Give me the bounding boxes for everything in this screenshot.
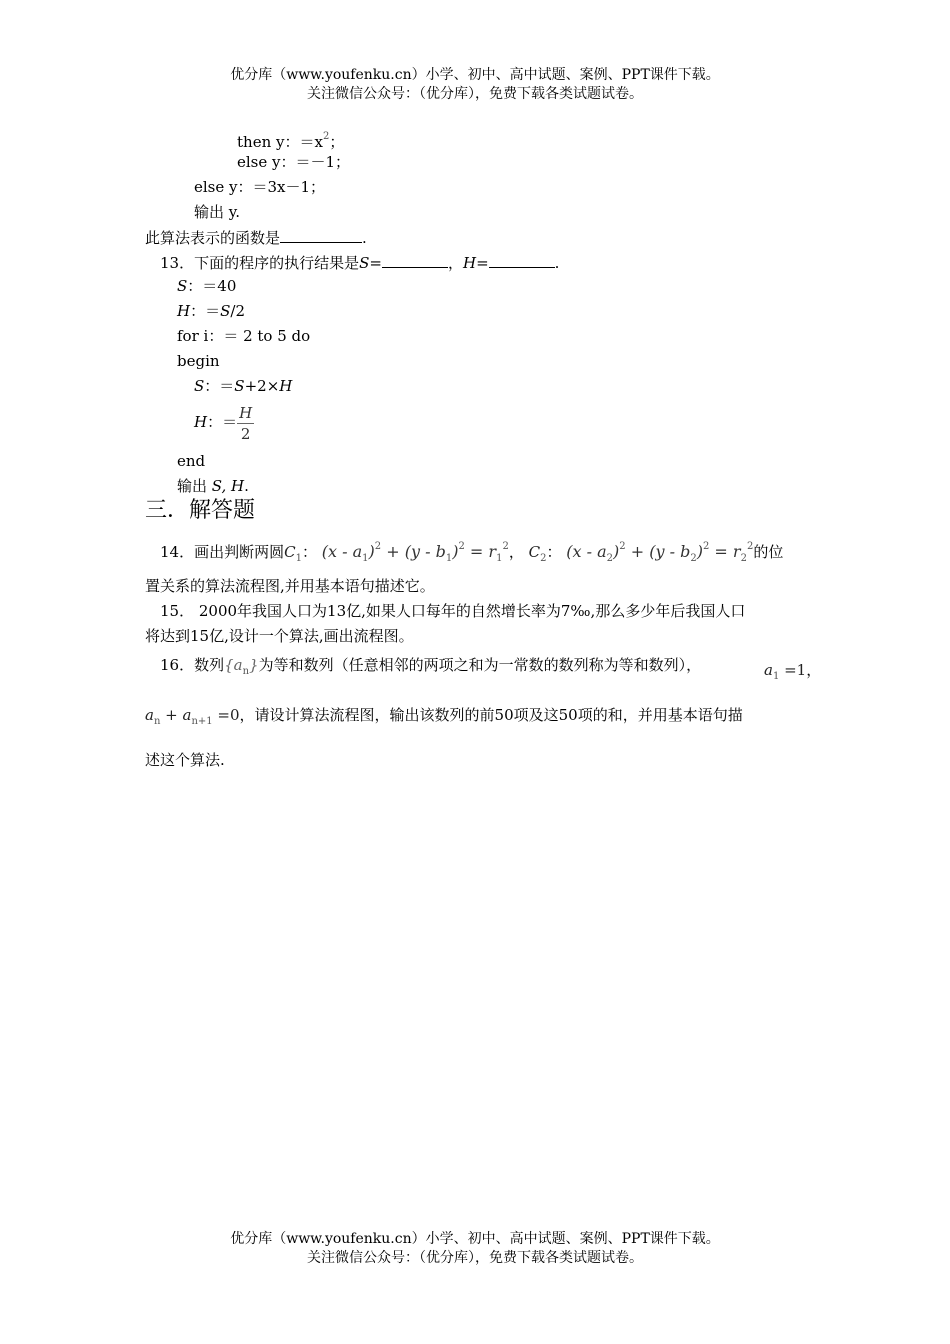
q13-code-line-8: 输出 S, H. — [177, 477, 249, 495]
q16-line-2: $a_n + a_{n+1} =0$，请设计算法流程图，输出该数列的前50项及这50项的和，并用基本语句描 — [145, 706, 743, 727]
footer-line-1: 优分库（www.youfenku.cn）小学、初中、高中试题、案例、PPT课件下载。 — [230, 1231, 720, 1247]
header-line-2: 关注微信公众号：（优分库），免费下载各类试题试卷。 — [307, 86, 643, 102]
q13-code-line-4: begin — [177, 352, 220, 370]
q13-question: 13．下面的程序的执行结果是S= ，H= . — [160, 254, 560, 272]
circle-c1: $C_1$ — [284, 543, 302, 564]
q12-question: 此算法表示的函数是 . — [145, 229, 367, 247]
q16-line-3: 述这个算法. — [145, 751, 225, 769]
q12-then-line: then y：$=x^2$； — [237, 131, 345, 151]
q16-a1-condition: $a_1 =1$， — [764, 661, 822, 682]
equation-c1: $(x - a_1)^2 + (y - b_1)^2 = r_1^2$ — [321, 541, 509, 564]
q13-code-line-6: H：＝ $\frac{H}{2}$ — [194, 403, 253, 443]
q13-code-line-7: end — [177, 452, 206, 470]
section-heading: 三．解答题 — [145, 498, 256, 523]
sequence-an: $\{a_n\}$ — [224, 656, 259, 677]
q13-code-line-5: S：＝S+2×H — [194, 377, 293, 395]
q13-code-line-2: H：＝S/2 — [177, 302, 245, 320]
q13-code-line-3: for i：＝ 2 to 5 do — [177, 327, 311, 345]
q12-else-inner: else y：＝－1； — [237, 153, 351, 171]
circle-c2: $C_2$ — [528, 543, 547, 564]
q12-else-outer: else y：＝3x－1； — [194, 178, 326, 196]
q15-line-1: 15． 2000年我国人口为13亿,如果人口每年的自然增长率为7‰,那么多少年后我国人口 — [160, 602, 746, 620]
q14-line-1: 14．画出判断两圆$C_1$： $(x - a_1)^2 + (y - b_1)^2 = r_1^2$， $C_2$： $(x - a_2)^2 + (y - b_2)^2 = r_2^2$的位 — [160, 541, 784, 564]
answer-blank[interactable] — [280, 227, 362, 243]
answer-blank-h[interactable] — [489, 252, 555, 268]
relation-an: $a_n + a_{n+1} =0$ — [145, 706, 240, 727]
footer-line-2: 关注微信公众号：（优分库），免费下载各类试题试卷。 — [307, 1250, 643, 1266]
answer-blank-s[interactable] — [382, 252, 448, 268]
q16-line-1: 16．数列$\{a_n\}$为等和数列（任意相邻的两项之和为一常数的数列称为等和数列）， — [160, 656, 702, 677]
q13-code-line-1: S：＝40 — [177, 277, 237, 295]
q15-line-2: 将达到15亿,设计一个算法,画出流程图。 — [145, 627, 414, 645]
fraction-h-over-2: $\frac{H}{2}$ — [239, 403, 253, 443]
header-line-1: 优分库（www.youfenku.cn）小学、初中、高中试题、案例、PPT课件下载。 — [230, 67, 720, 83]
q12-output: 输出 y. — [194, 203, 241, 221]
q14-line-2: 置关系的算法流程图,并用基本语句描述它。 — [145, 577, 435, 595]
equation-c2: $(x - a_2)^2 + (y - b_2)^2 = r_2^2$ — [566, 541, 754, 564]
